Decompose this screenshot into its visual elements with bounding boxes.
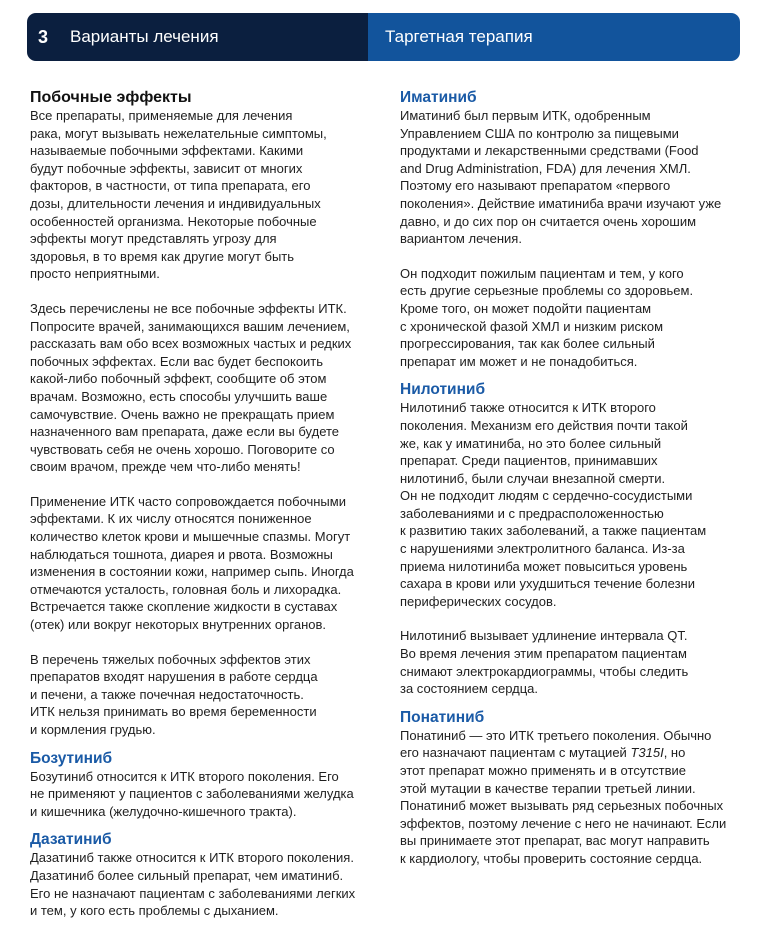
nilotinib-text-1: Нилотиниб также относится к ИТК второго поколения. Механизм его действия почти такой же, как у иматиниба, но это более сильный препарат. Среди пациентов, принимавших нилотиниб, были случаи внезапной смерти. Он не подходит людям с сердечно-сосудистыми заболеваниями и с предрасположенностью к развитию таких заболеваний, а также пациентам с нарушениями электролитного баланса. Из-за приема нилотиниба может повыситься уровень сахара в крови или ухудшиться течение болезни периферических сосудов. — [400, 400, 707, 609]
ponatinib-text — [400, 727, 745, 868]
imatinib-text-1: Иматиниб был первым ИТК, одобренным Управлением США по контролю за пищевыми продуктами и лекарственными средствами (Food and Drug Administration, FDA) для лечения ХМЛ. Поэтому его называют препаратом «первого поколения». Действие иматиниба врачи изучают уже давно, и до сих пор он считается очень хорошим вариантом лечения. — [400, 108, 722, 247]
ponatinib-text-a: Понатиниб — это ИТК третьего поколения. Обычно его назначают пациентам с мутацией — [400, 727, 712, 761]
section-title: Варианты лечения — [70, 27, 219, 46]
side-effects-intro: Все препараты, применяемые для лечения рака, могут вызывать нежелательные симптомы, называемые побочными эффектами. Какими будут побочные эффекты, зависит от многих факторов, в частности, от типа препарата, его дозы, длительности лечения и индивидуальных особенностей организма. Некоторые побочные эффекты могут представлять угрозу для здоровья, в то время как другие могут быть просто неприятными. — [30, 108, 327, 282]
common-side-effects: Применение ИТК часто сопровождается побочными эффектами. К их числу относятся пониженное количество клеток крови и мышечные спазмы. Могут наблюдаться тошнота, диарея и рвота. Возможны изменения в состоянии кожи, например сыпь. Иногда отмечаются усталость, головная боль и лихорадка. Встречается также скопление жидкости в суставах (отек) или вокруг некоторых внутренних органов. — [30, 493, 354, 633]
section-header-right — [368, 13, 740, 61]
section-header-left — [27, 13, 368, 61]
side-effects-heading: Побочные эффекты — [30, 89, 192, 106]
dasatinib-text: Дазатиниб также относится к ИТК второго поколения. Дазатиниб более сильный препарат, чем иматиниб. Его не назначают пациентам с заболеваниями легких и тем, у кого есть проблемы с дыханием. — [30, 850, 356, 919]
dasatinib-heading: Дазатиниб — [30, 831, 112, 849]
section-header — [27, 13, 740, 61]
nilotinib-heading: Нилотиниб — [400, 381, 486, 399]
section-number: 3 — [38, 26, 49, 47]
bosutinib-heading: Бозутиниб — [30, 749, 113, 767]
imatinib-heading: Иматиниб — [400, 89, 477, 106]
imatinib-text-2: Он подходит пожилым пациентам и тем, у кого есть другие серьезные проблемы со здоровьем. Кроме того, он может подойти пациентам с хронической фазой ХМЛ и низким риском прогрессирования, так как более сильный препарат им может и не понадобиться. — [400, 265, 694, 369]
mutation-name: T315I — [630, 745, 664, 761]
left-column — [30, 88, 375, 920]
side-effects-list-note: Здесь перечислены не все побочные эффекты ИТК. Попросите врачей, занимающихся вашим лечением, рассказать вам обо всех возможных частых и редких побочных эффектах. Если вас будет беспокоить какой-либо побочный эффект, сообщите об этом врачам. Возможно, есть способы улучшить ваше самочувствие. Очень важно не прекращать прием назначенного вам препарата, даже если вы будете чувствовать себя не очень хорошо. Поговорите со своим врачом, прежде чем что-либо менять! — [30, 300, 352, 475]
right-column — [400, 88, 745, 868]
serious-side-effects: В перечень тяжелых побочных эффектов этих препаратов входят нарушения в работе сердца и печени, а также почечная недостаточность. ИТК нельзя принимать во время беременности и кормления грудью. — [30, 651, 318, 737]
ponatinib-heading: Понатиниб — [400, 708, 485, 726]
bosutinib-text: Бозутиниб относится к ИТК второго поколения. Его не применяют у пациентов с заболеваниями желудка и кишечника (желудочно-кишечного тракта). — [30, 768, 354, 819]
ponatinib-text-b: , но этот препарат можно применять и в отсутствие этой мутации в качестве терапии третьей линии. Понатиниб может вызывать ряд серьезных побочных эффектов, поэтому лечение с него не начинают. Если вы принимаете этот препарат, вас могут направить к кардиологу, чтобы проверить состояние сердца. — [400, 745, 727, 866]
nilotinib-text-2: Нилотиниб вызывает удлинение интервала QT. Во время лечения этим препаратом пациентам снимают электрокардиограммы, чтобы следить за состоянием сердца. — [400, 628, 689, 697]
topic-title: Таргетная терапия — [385, 27, 533, 46]
